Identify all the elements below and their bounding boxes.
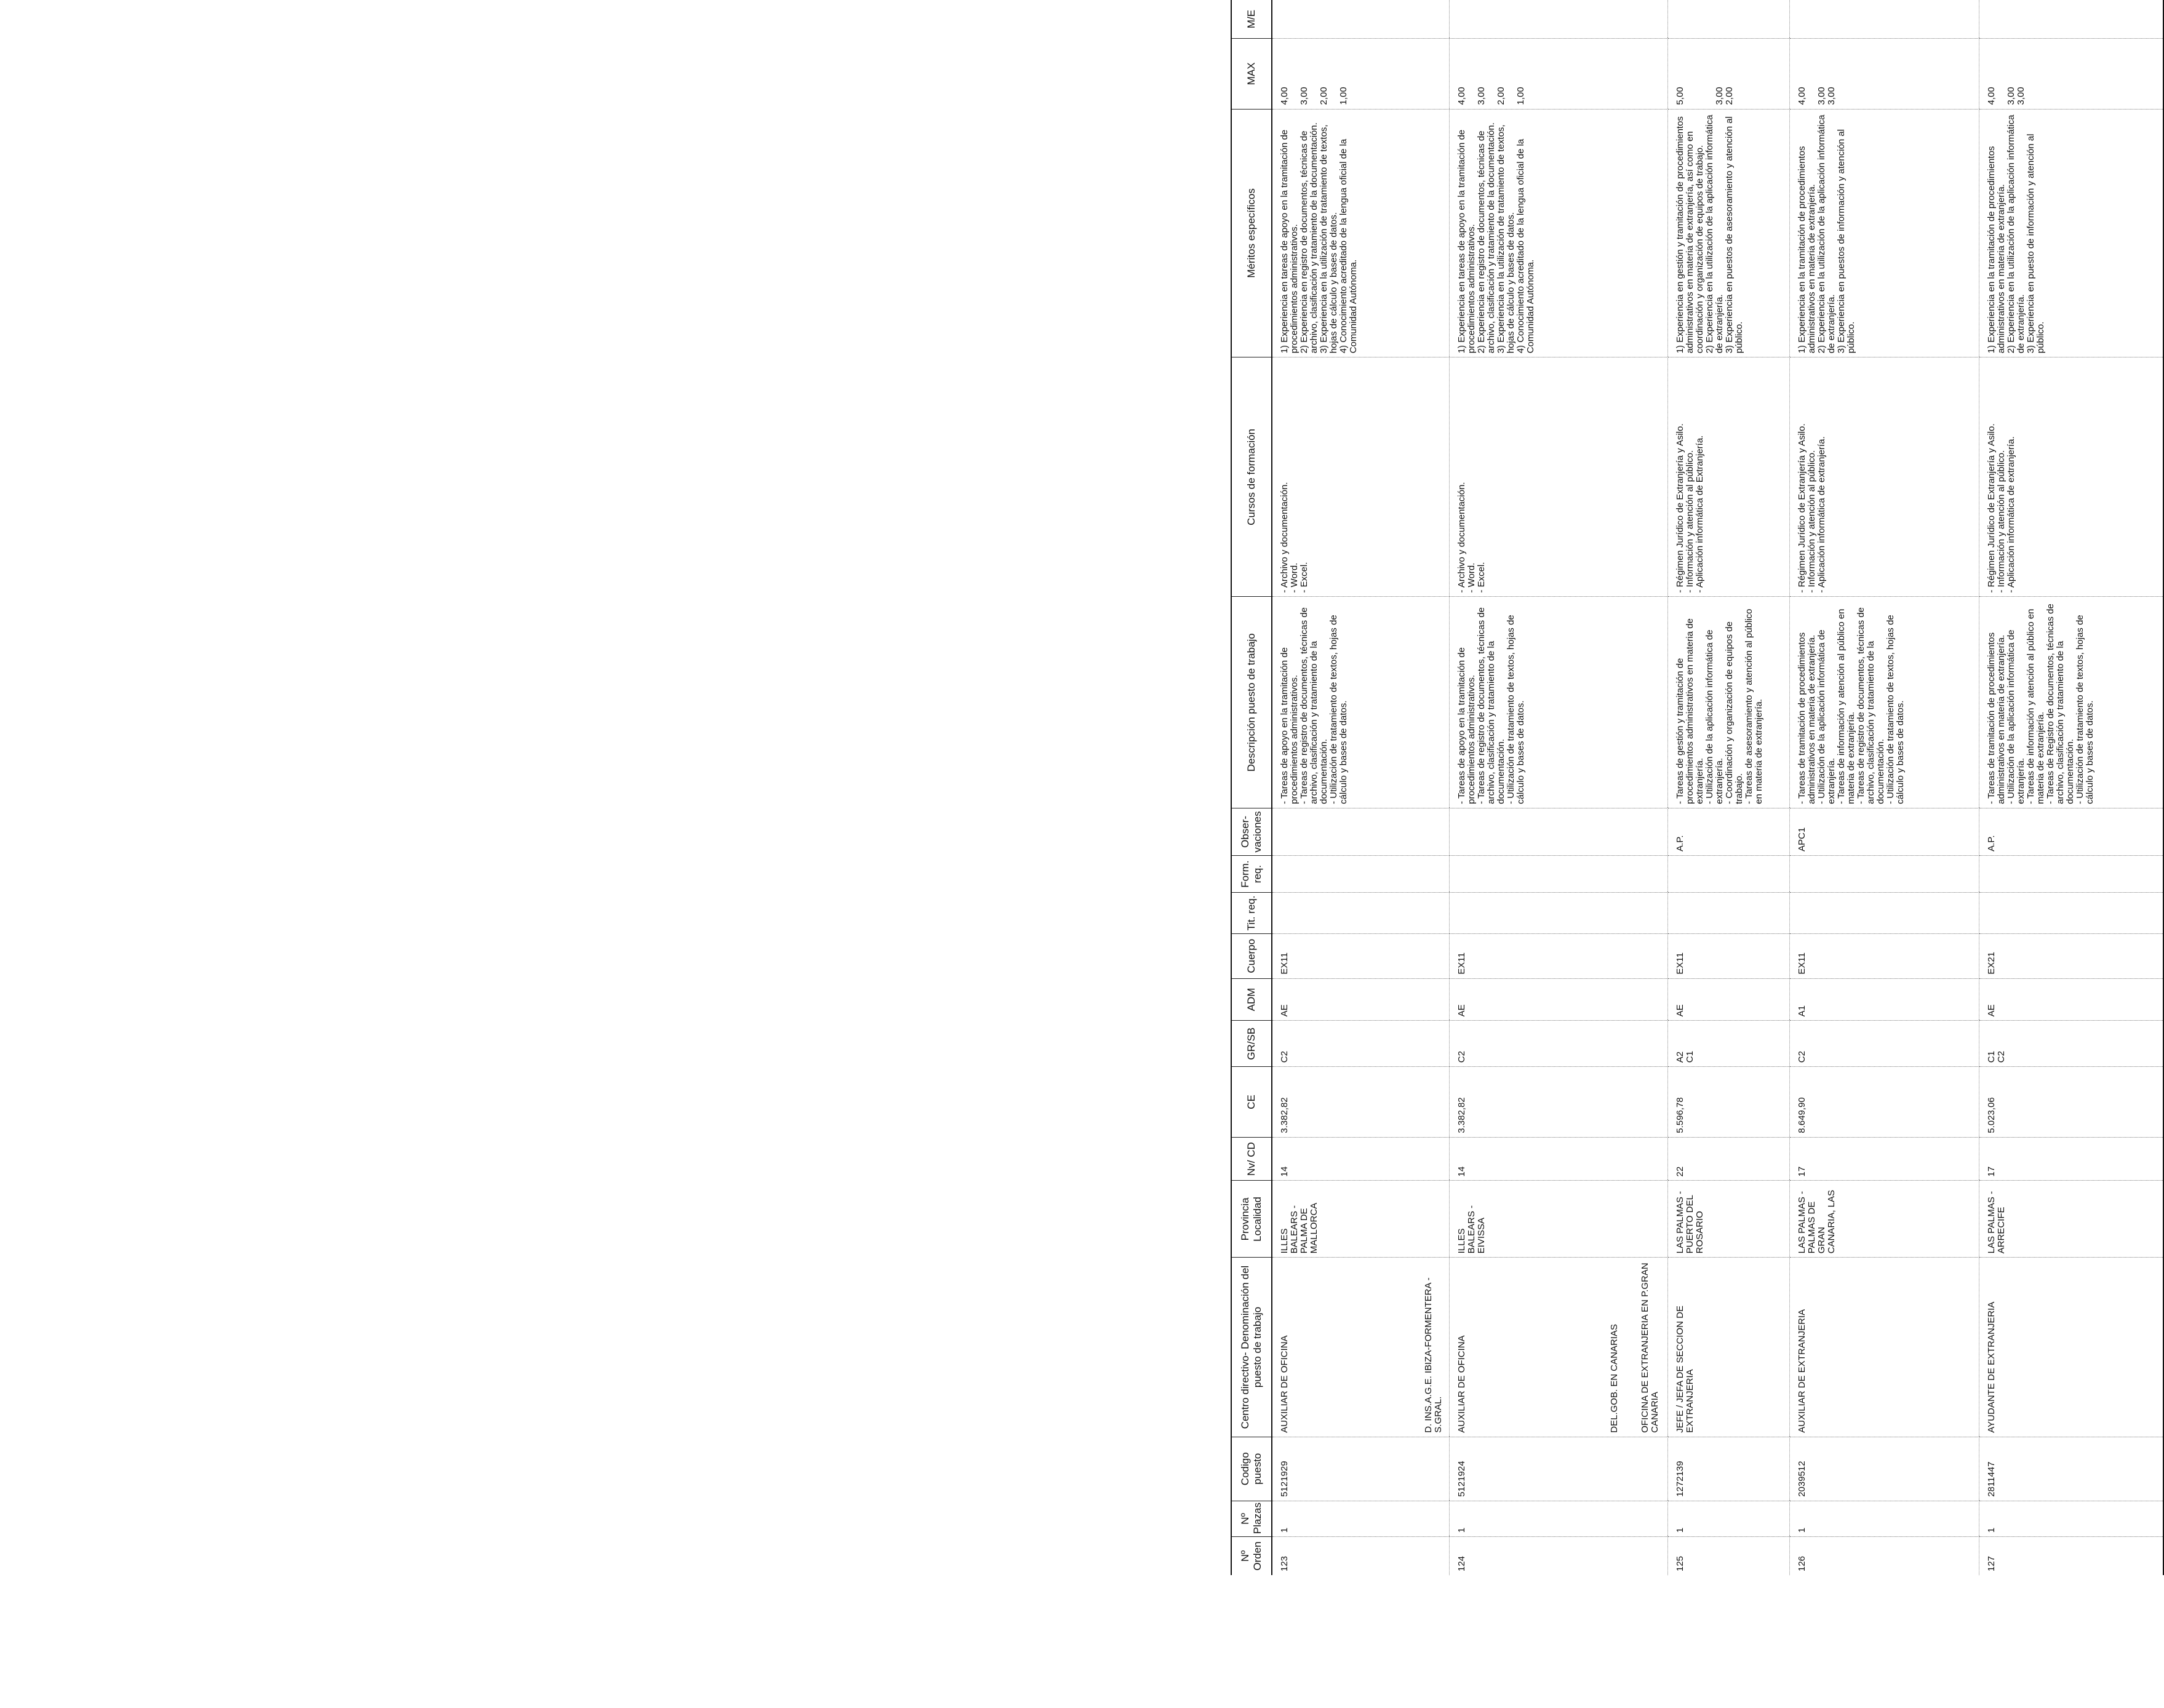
table-header-row (1231, 0, 1272, 1575)
cell-max: 4,00 3,00 2,00 1,00 (1449, 39, 1667, 109)
cell-observaciones: APC1 (1789, 808, 1979, 855)
cell-nivel: 22 (1667, 1137, 1789, 1181)
cell-meritos: 1) Experiencia en la tramitación de procedimientos administrativos en materia de extranjería. 2) Experiencia en la utilización de la aplicación informática de extranjería. 3) Experiencia en puestos de información y atención al público. (1789, 109, 1979, 357)
cell-titulacion (1667, 893, 1789, 934)
cell-observaciones (1449, 808, 1667, 855)
cell-denominacion (1449, 1258, 1667, 1437)
cell-observaciones (1272, 808, 1449, 855)
cell-titulacion (1979, 893, 2163, 934)
cell-ce: 8.649,90 (1789, 1067, 1979, 1137)
cell-grupo: C2 (1272, 1021, 1449, 1067)
cell-formacion (1449, 855, 1667, 892)
cell-ce: 5.596,78 (1667, 1067, 1789, 1137)
cell-orden: 125 (1667, 1537, 1789, 1575)
cell-nivel: 17 (1979, 1137, 2163, 1181)
header-me: M/E (1231, 0, 1272, 39)
cell-codigo: 2039512 (1789, 1437, 1979, 1501)
cell-observaciones: A.P. (1667, 808, 1789, 855)
cell-denominacion (1272, 1258, 1449, 1437)
header-cursos: Cursos de formación (1231, 357, 1272, 597)
cell-cursos: - Archivo y documentación. - Word. - Excel. (1449, 357, 1667, 597)
cell-codigo: 5121929 (1272, 1437, 1449, 1501)
cell-grupo: C2 (1789, 1021, 1979, 1067)
cell-codigo: 5121924 (1449, 1437, 1667, 1501)
cell-descripcion: - Tareas de tramitación de procedimientos administrativos en materia de extranjería. - Utilización de la aplicación informática de extranjería. - Tareas de información y atención al público en materia de extranjería. - Tareas de registro de documentos, técnicas de archivo, clasificación y tratamiento de la documentación. - Utilización de tratamiento de textos, hojas de cálculo y bases de datos. (1789, 597, 1979, 808)
header-plazas: Nº Plazas (1231, 1501, 1272, 1536)
cell-codigo: 2811447 (1979, 1437, 2163, 1501)
cell-cursos: - Régimen Jurídico de Extranjería y Asilo. - Información y atención al público. - Aplicación informática de extranjería. (1979, 357, 2163, 597)
header-formacion: Form. req. (1231, 855, 1272, 892)
cell-plazas: 1 (1449, 1501, 1667, 1536)
cell-adm: AE (1667, 978, 1789, 1021)
cell-orden: 123 (1272, 1537, 1449, 1575)
cell-descripcion: - Tareas de tramitación de procedimientos administrativos en materia de extranjería. - Utilización de la aplicación informática de extranjería. - Tareas de información y atención al público en materia de extranjería. - Tareas de Registro de documentos, técnicas de archivo, clasificación y tratamiento de la documentación. - Utilización de tratamiento de textos, hojas de cálculo y bases de datos. (1979, 597, 2163, 808)
header-denominacion: Centro directivo- Denominación del puesto de trabajo (1231, 1258, 1272, 1437)
cell-cursos: - Archivo y documentación. - Word. - Excel. (1272, 357, 1449, 597)
cell-titulacion (1449, 893, 1667, 934)
cell-provincia: ILLES BALEARS - EIVISSA (1449, 1181, 1667, 1258)
dept-header-oficina-gran-canaria: OFICINA DE EXTRANJERIA EN P.GRAN CANARIA (1639, 1263, 1660, 1433)
cell-cursos: - Régimen Jurídico de Extranjería y Asilo. - Información y atención al público. - Aplicación informática de extranjería. (1789, 357, 1979, 597)
cell-orden: 124 (1449, 1537, 1667, 1575)
table-row (1449, 0, 1667, 1575)
table-row (1979, 0, 2163, 1575)
cell-me (1449, 0, 1667, 39)
cell-descripcion: - Tareas de gestión y tramitación de procedimientos administrativos en materia de extranjería. - Utilización de la aplicación informática de extranjería. - Coordinación y organización de equipos de trabajo. - Tareas de asesoramiento y atención al público en materia de extranjería. (1667, 597, 1789, 808)
header-adm: ADM (1231, 978, 1272, 1021)
denominacion-text: AUXILIAR DE OFICINA (1279, 1335, 1290, 1433)
cell-cursos: - Régimen Jurídico de Extranjería y Asilo. - Información y atención al público. - Aplicación informática de Extranjería. (1667, 357, 1789, 597)
header-grupo: GR/SB (1231, 1021, 1272, 1067)
cell-denominacion: JEFE / JEFA DE SECCION DE EXTRANJERIA (1667, 1258, 1789, 1437)
header-titulacion: Tit. req. (1231, 893, 1272, 934)
table-row (1789, 0, 1979, 1575)
cell-grupo: A2 C1 (1667, 1021, 1789, 1067)
cell-meritos: 1) Experiencia en la tramitación de procedimientos administrativos en materia de extranjería. 2) Experiencia en la utilización de la aplicación informática de extranjería. 3) Experiencia en puesto de información y atención al público. (1979, 109, 2163, 357)
cell-meritos: 1) Experiencia en gestión y tramitación de procedimientos administrativos en materia de extranjería, así como en coordinación y organización de equipos de trabajo. 2) Experiencia en la utilización de la aplicación informática de extranjería. 3) Experiencia en puestos de asesoramiento y atención al público. (1667, 109, 1789, 357)
cell-plazas: 1 (1979, 1501, 2163, 1536)
job-positions-table (1231, 0, 2164, 1575)
cell-cuerpo: EX11 (1272, 933, 1449, 978)
cell-plazas: 1 (1789, 1501, 1979, 1536)
cell-adm: AE (1979, 978, 2163, 1021)
cell-titulacion (1272, 893, 1449, 934)
header-orden: Nº Orden (1231, 1537, 1272, 1575)
cell-me (1979, 0, 2163, 39)
cell-codigo: 1272139 (1667, 1437, 1789, 1501)
rotated-table-wrapper (1231, 0, 2095, 1575)
cell-formacion (1979, 855, 2163, 892)
table-row (1272, 0, 1449, 1575)
cell-provincia: ILLES BALEARS - PALMA DE MALLORCA (1272, 1181, 1449, 1258)
header-max: MAX (1231, 39, 1272, 109)
denominacion-text: AUXILIAR DE OFICINA (1456, 1335, 1467, 1433)
cell-ce: 3.382,82 (1272, 1067, 1449, 1137)
cell-ce: 3.382,82 (1449, 1067, 1667, 1137)
cell-meritos: 1) Experiencia en tareas de apoyo en la tramitación de procedimientos administrativos. 2) Experiencia en registro de documentos, técnicas de archivo, clasificación y tratamiento de la documentación. 3) Experiencia en la utilización de tratamiento de textos, hojas de cálculo y bases de datos. 4) Conocimiento acreditado de la lengua oficial de la Comunidad Autónoma. (1449, 109, 1667, 357)
cell-plazas: 1 (1272, 1501, 1449, 1536)
cell-me (1789, 0, 1979, 39)
cell-grupo: C1 C2 (1979, 1021, 2163, 1067)
header-cuerpo: Cuerpo (1231, 933, 1272, 978)
cell-nivel: 14 (1272, 1137, 1449, 1181)
cell-grupo: C2 (1449, 1021, 1667, 1067)
cell-denominacion: AUXILIAR DE EXTRANJERIA (1789, 1258, 1979, 1437)
dept-header-ibiza: D. INS.A.G.E. IBIZA-FORMENTERA - S.GRAL. (1423, 1277, 1443, 1433)
cell-formacion (1789, 855, 1979, 892)
header-codigo: Codigo puesto (1231, 1437, 1272, 1501)
cell-descripcion: - Tareas de apoyo en la tramitación de procedimientos administrativos. - Tareas de registro de documentos, técnicas de archivo, clasificación y tratamiento de la documentación. - Utilización de tratamiento de textos, hojas de cálculo y bases de datos. (1449, 597, 1667, 808)
cell-cuerpo: EX11 (1449, 933, 1667, 978)
header-observaciones: Obser-vaciones (1231, 808, 1272, 855)
cell-denominacion: AYUDANTE DE EXTRANJERIA (1979, 1258, 2163, 1437)
header-meritos: Méritos específicos (1231, 109, 1272, 357)
header-descripcion: Descripción puesto de trabajo (1231, 597, 1272, 808)
cell-plazas: 1 (1667, 1501, 1789, 1536)
cell-cuerpo: EX11 (1789, 933, 1979, 978)
cell-ce: 5.023,06 (1979, 1067, 2163, 1137)
cell-meritos: 1) Experiencia en tareas de apoyo en la tramitación de procedimientos administrativos. 2) Experiencia en registro de documentos, técnicas de archivo, clasificación y tratamiento de la documentación. 3) Experiencia en la utilización de tratamiento de textos, hojas de cálculo y bases de datos. 4) Conocimiento acreditado de la lengua oficial de la Comunidad Autónoma. (1272, 109, 1449, 357)
cell-orden: 127 (1979, 1537, 2163, 1575)
cell-provincia: LAS PALMAS - PUERTO DEL ROSARIO (1667, 1181, 1789, 1258)
header-ce: CE (1231, 1067, 1272, 1137)
dept-header-canarias: DEL.GOB. EN CANARIAS (1608, 1324, 1619, 1433)
header-provincia: Provincia Localidad (1231, 1181, 1272, 1258)
cell-adm: A1 (1789, 978, 1979, 1021)
cell-observaciones: A.P. (1979, 808, 2163, 855)
cell-me (1272, 0, 1449, 39)
cell-adm: AE (1272, 978, 1449, 1021)
cell-cuerpo: EX11 (1667, 933, 1789, 978)
table-row (1667, 0, 1789, 1575)
cell-max: 4,00 3,00 3,00 (1979, 39, 2163, 109)
cell-cuerpo: EX21 (1979, 933, 2163, 978)
cell-provincia: LAS PALMAS - ARRECIFE (1979, 1181, 2163, 1258)
cell-descripcion: - Tareas de apoyo en la tramitación de procedimientos administrativos. - Tareas de registro de documentos, técnicas de archivo, clasificación y tratamiento de la documentación. - Utilización de tratamiento de textos, hojas de cálculo y bases de datos. (1272, 597, 1449, 808)
header-nivel: Nv/ CD (1231, 1137, 1272, 1181)
cell-provincia: LAS PALMAS - PALMAS DE GRAN CANARIA, LAS (1789, 1181, 1979, 1258)
cell-adm: AE (1449, 978, 1667, 1021)
cell-nivel: 17 (1789, 1137, 1979, 1181)
cell-orden: 126 (1789, 1537, 1979, 1575)
cell-max: 4,00 3,00 2,00 1,00 (1272, 39, 1449, 109)
cell-formacion (1667, 855, 1789, 892)
cell-titulacion (1789, 893, 1979, 934)
cell-formacion (1272, 855, 1449, 892)
cell-max: 5,00 3,00 2,00 (1667, 39, 1789, 109)
cell-me (1667, 0, 1789, 39)
cell-nivel: 14 (1449, 1137, 1667, 1181)
cell-max: 4,00 3,00 3,00 (1789, 39, 1979, 109)
